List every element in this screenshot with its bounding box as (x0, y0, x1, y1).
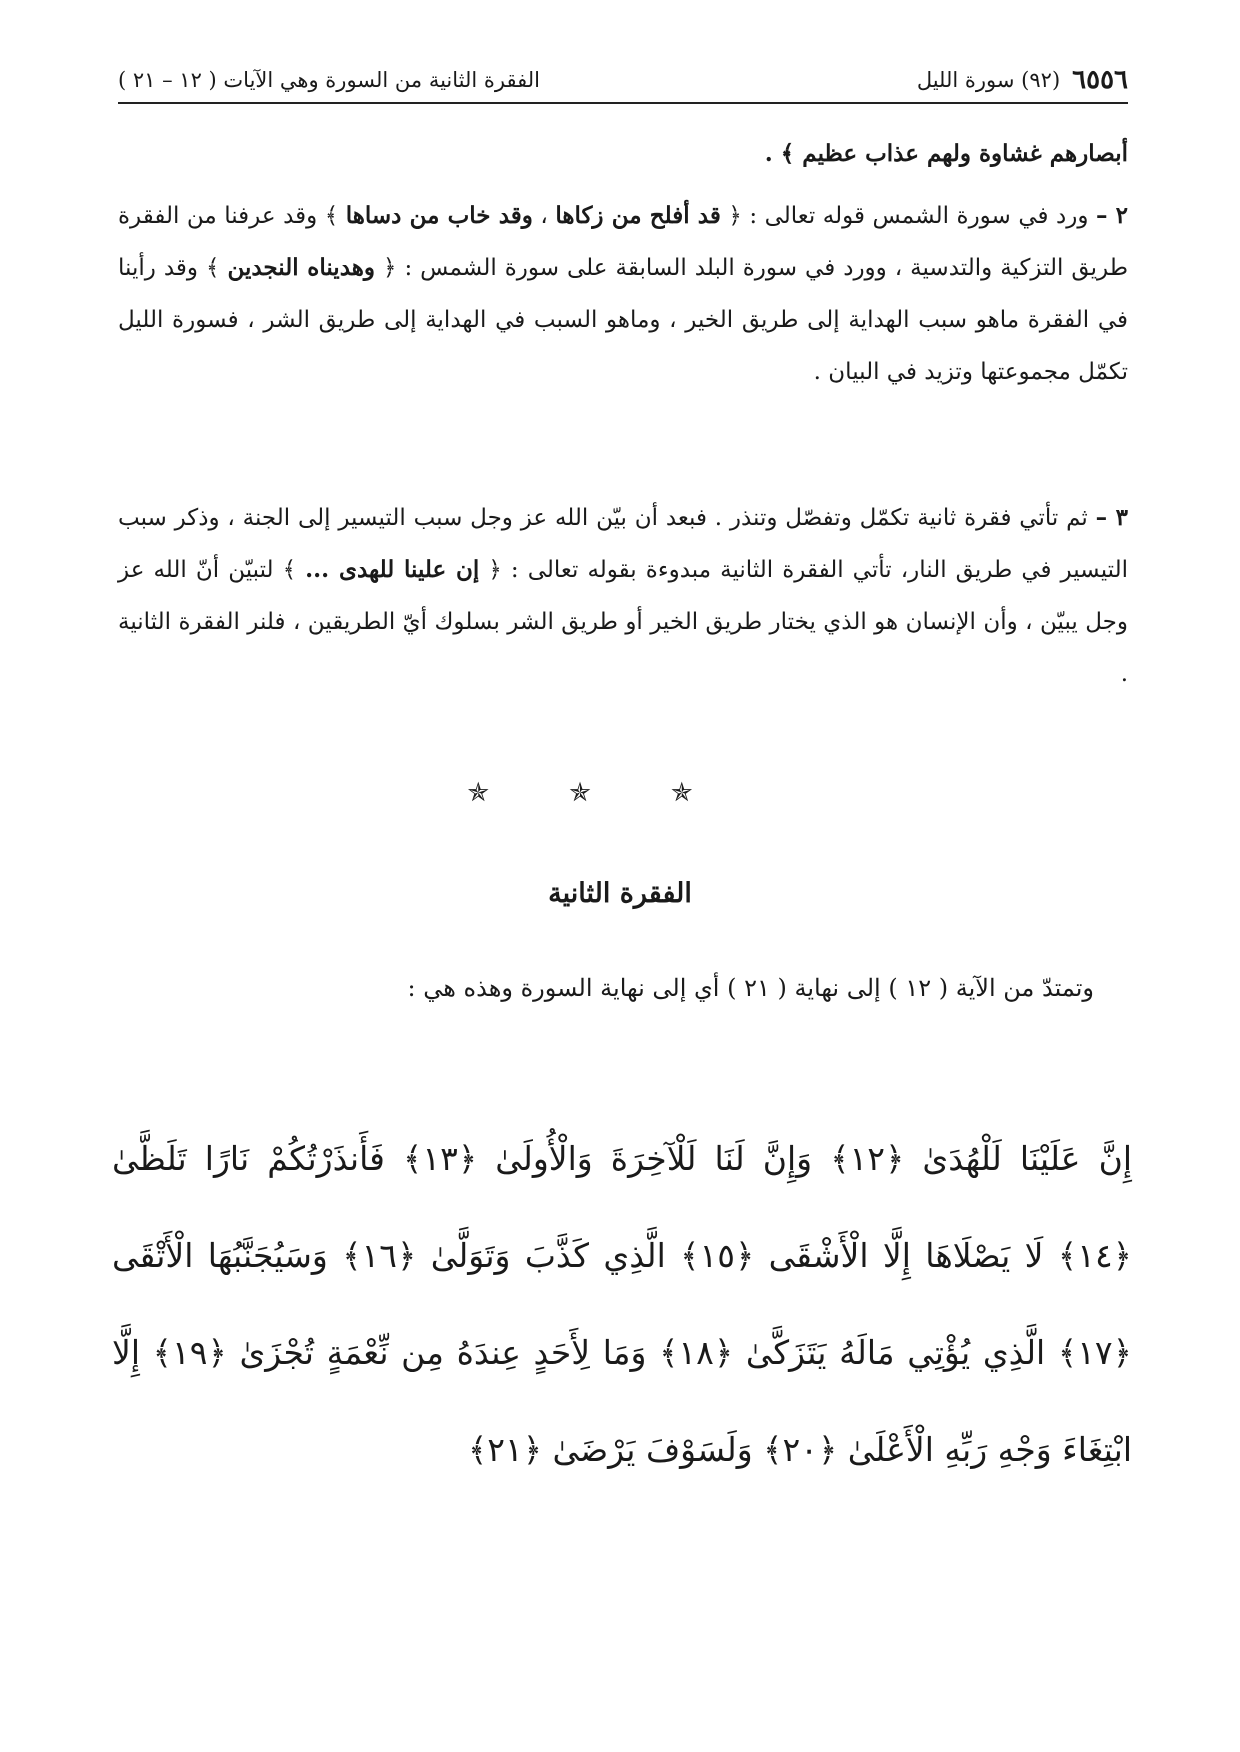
page-number: ٦٥٥٦ (1072, 65, 1128, 95)
text-run: ﴾ وقد رأينا في الفقرة ماهو سبب الهداية إلى طريق الخير ، وماهو السبب في الهداية إلى طريق الشر ، فسورة الليل تكمّل مجموعتها وتزيد في البيان . (118, 255, 1128, 385)
quran-verses: إِنَّ عَلَيْنَا لَلْهُدَىٰ ﴿١٢﴾ وَإِنَّ لَنَا لَلْآخِرَةَ وَالْأُولَىٰ ﴿١٣﴾ فَأَنذَرْتُكُمْ نَارًا تَلَظَّىٰ ﴿١٤﴾ لَا يَصْلَاهَا إِلَّا الْأَشْقَى ﴿١٥﴾ الَّذِي كَذَّبَ وَتَوَلَّىٰ ﴿١٦﴾ وَسَيُجَنَّبُهَا الْأَتْقَى ﴿١٧﴾ الَّذِي يُؤْتِي مَالَهُ يَتَزَكَّىٰ ﴿١٨﴾ وَمَا لِأَحَدٍ عِندَهُ مِن نِّعْمَةٍ تُجْزَىٰ ﴿١٩﴾ إِلَّا ابْتِغَاءَ وَجْهِ رَبِّهِ الْأَعْلَىٰ ﴿٢٠﴾ وَلَسَوْفَ يَرْضَىٰ ﴿٢١﴾ (112, 1139, 1133, 1469)
section-title: الفقرة الثانية (548, 878, 692, 909)
text-run: ﴾ وقد عرفنا من الفقرة طريق التزكية والتدسية ، وورد في سورة البلد السابقة على سورة الشمس : ﴿ (118, 203, 1129, 281)
paragraph-continuation: أبصارهم غشاوة ولهم عذاب عظيم ﴾ . (764, 140, 1128, 167)
paragraph-2 (118, 190, 1128, 398)
running-header (118, 58, 1128, 104)
section-range: الفقرة الثانية من السورة وهي الآيات ( ١٢ – ٢١ ) (118, 68, 540, 92)
text-run: ورد في سورة الشمس قوله تعالى : ﴿ (720, 203, 1096, 229)
text-run: ثم تأتي فقرة ثانية تكمّل وتفصّل وتنذر . فبعد أن بيّن الله عز وجل سبب التيسير إلى الجنة ، وذكر سبب التيسير في طريق النار، تأتي الفقرة الثانية مبدوءة بقوله تعالى : ﴿ (118, 505, 1128, 583)
text-run: ﴾ لتبيّن أنّ الله عز وجل يبيّن ، وأن الإنسان هو الذي يختار طريق الخير أو طريق الشر بسلوك أيّ الطريقين ، فلنر الفقرة الثانية . (118, 557, 1128, 687)
header-right (917, 65, 1128, 95)
text-run: ، (532, 203, 556, 229)
paragraph-number: ٣ – (1095, 504, 1128, 531)
section-divider-stars: ✯✯✯ (467, 778, 773, 808)
paragraph-3 (118, 492, 1128, 700)
paragraph-number: ٢ – (1095, 202, 1129, 229)
section-intro: وتمتدّ من الآية ( ١٢ ) إلى نهاية ( ٢١ ) أي إلى نهاية السورة وهذه هي : (407, 974, 1094, 1002)
verse-quote: وقد خاب من دساها (345, 202, 533, 229)
verse-quote: قد أفلح من زكاها (555, 202, 721, 229)
verse-quote: وهديناه النجدين (227, 254, 376, 281)
verse-quote: إن علينا للهدى ... (305, 556, 480, 583)
surah-name: (٩٢) سورة الليل (916, 68, 1061, 92)
